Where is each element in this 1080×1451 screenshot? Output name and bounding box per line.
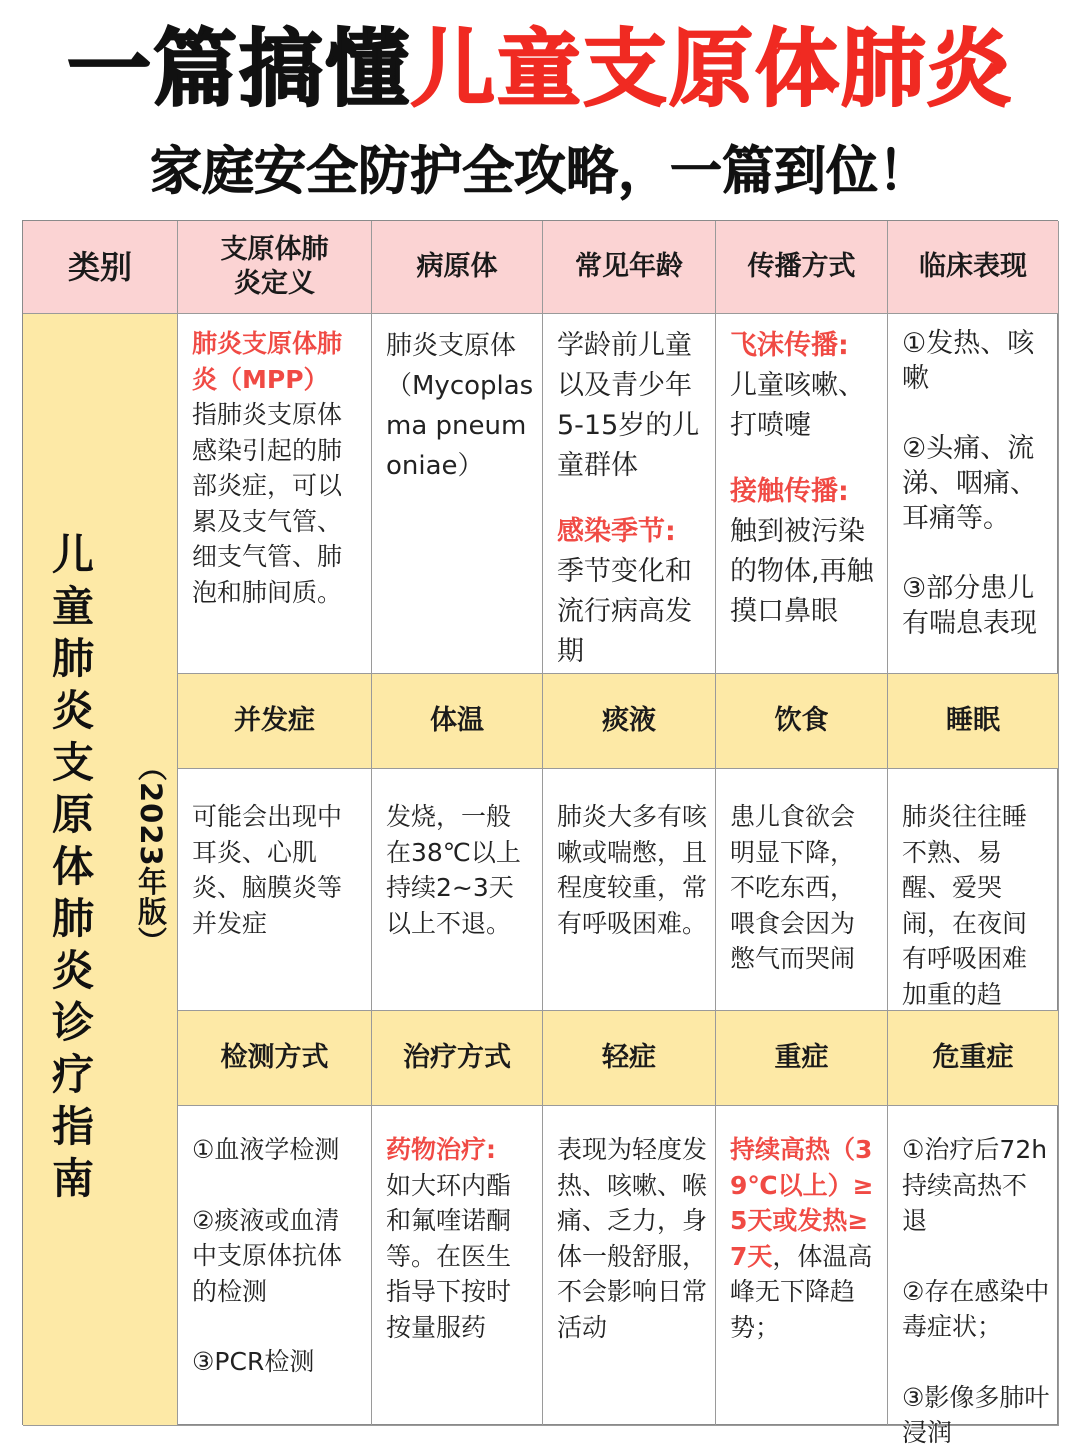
pathogen-cell xyxy=(372,314,543,674)
header-sputum: 痰液 xyxy=(543,674,716,769)
clinical-cell xyxy=(888,314,1059,674)
header-category: 类别 xyxy=(23,221,178,314)
header-treatment: 治疗方式 xyxy=(372,1011,543,1106)
temperature-cell xyxy=(372,769,543,1011)
clinical-item: ①发热、咳嗽 xyxy=(902,328,1035,394)
season-label: 感染季节: xyxy=(557,516,676,547)
header-sleep: 睡眠 xyxy=(888,674,1059,769)
title-black-part: 一篇搞懂 xyxy=(66,20,411,118)
diet-text: 患儿食欲会明显下降，不吃东西，喂食会因为憋气而哭闹 xyxy=(730,802,856,973)
clinical-item: ③部分患儿有喘息表现 xyxy=(902,573,1037,639)
definition-cell xyxy=(178,314,372,674)
detection-item: ②痰液或血清中支原体抗体的检测 xyxy=(192,1205,343,1306)
critical-item: ①治疗后72h持续高热不退 xyxy=(902,1135,1048,1235)
critical-item: ③影像多肺叶浸润 xyxy=(902,1382,1050,1447)
severe-cell xyxy=(716,1106,888,1426)
sputum-cell xyxy=(543,769,716,1011)
header-complications: 并发症 xyxy=(178,674,372,769)
header-clinical: 临床表现 xyxy=(888,221,1059,314)
side-panel-title: 儿童肺炎支原体肺炎诊疗指南 xyxy=(51,530,94,1203)
sleep-text: 肺炎往往睡不熟、易醒、爱哭闹，在夜间有呼吸困难加重的趋 xyxy=(902,802,1028,1009)
detection-item: ①血液学检测 xyxy=(192,1135,340,1164)
transmission-cell xyxy=(716,314,888,674)
age-text: 学龄前儿童以及青少年5-15岁的儿童群体 xyxy=(557,330,700,481)
guide-table xyxy=(22,220,1058,1447)
temperature-text: 发烧，一般在38℃以上持续2~3天以上不退。 xyxy=(386,802,521,938)
sputum-text: 肺炎大多有咳嗽或喘憋，且程度较重，常有呼吸困难。 xyxy=(557,802,708,938)
side-panel xyxy=(23,314,178,1426)
treatment-text: 如大环内酯和氟喹诺酮等。在医生指导下按时按量服药 xyxy=(386,1170,512,1342)
droplet-label: 飞沫传播: xyxy=(730,330,849,361)
header-severe: 重症 xyxy=(716,1011,888,1106)
sleep-cell xyxy=(888,769,1059,1011)
header-definition-label: 支原体肺炎定义 xyxy=(220,234,329,299)
droplet-text: 儿童咳嗽、打喷嚏 xyxy=(730,370,865,441)
detection-cell xyxy=(178,1106,372,1426)
season-text: 季节变化和流行病高发期 xyxy=(557,556,692,667)
mild-text: 表现为轻度发热、咳嗽、喉痛、乏力，身体一般舒服，不会影响日常活动 xyxy=(557,1135,708,1342)
complications-text: 可能会出现中耳炎、心肌炎、脑膜炎等并发症 xyxy=(192,802,343,938)
header-diet: 饮食 xyxy=(716,674,888,769)
treatment-cell xyxy=(372,1106,543,1426)
complications-cell xyxy=(178,769,372,1011)
detection-item: ③PCR检测 xyxy=(192,1347,315,1376)
mild-cell xyxy=(543,1106,716,1426)
header-transmission: 传播方式 xyxy=(716,221,888,314)
header-age: 常见年龄 xyxy=(543,221,716,314)
critical-item: ②存在感染中毒症状； xyxy=(902,1276,1050,1341)
definition-highlight: 肺炎支原体肺炎（MPP） xyxy=(192,329,343,394)
treatment-label: 药物治疗: xyxy=(386,1135,496,1164)
severe-text: ，体温高峰无下降趋势； xyxy=(730,1241,873,1342)
side-panel-year: （2023年版） xyxy=(134,752,168,957)
age-cell xyxy=(543,314,716,674)
definition-text: 指肺炎支原体感染引起的肺部炎症，可以累及支气管、细支气管、肺泡和肺间质。 xyxy=(192,400,343,607)
header-detection: 检测方式 xyxy=(178,1011,372,1106)
severe-highlight: 持续高热（39℃以上）≥5天或发热≥7天 xyxy=(730,1135,874,1271)
page-title xyxy=(0,14,1080,124)
header-definition xyxy=(178,221,372,314)
header-pathogen: 病原体 xyxy=(372,221,543,314)
page-subtitle: 家庭安全防护全攻略，一篇到位！ xyxy=(149,142,930,202)
clinical-item: ②头痛、流涕、咽痛、耳痛等。 xyxy=(902,433,1037,534)
header-mild: 轻症 xyxy=(543,1011,716,1106)
diet-cell xyxy=(716,769,888,1011)
title-red-part: 儿童支原体肺炎 xyxy=(411,20,1014,118)
critical-cell xyxy=(888,1106,1059,1447)
contact-label: 接触传播: xyxy=(730,476,849,507)
header-temperature: 体温 xyxy=(372,674,543,769)
header-critical: 危重症 xyxy=(888,1011,1059,1106)
contact-text: 触到被污染的物体,再触摸口鼻眼 xyxy=(730,516,874,627)
pathogen-text: 肺炎支原体（Mycoplasma pneumoniae） xyxy=(386,331,534,481)
